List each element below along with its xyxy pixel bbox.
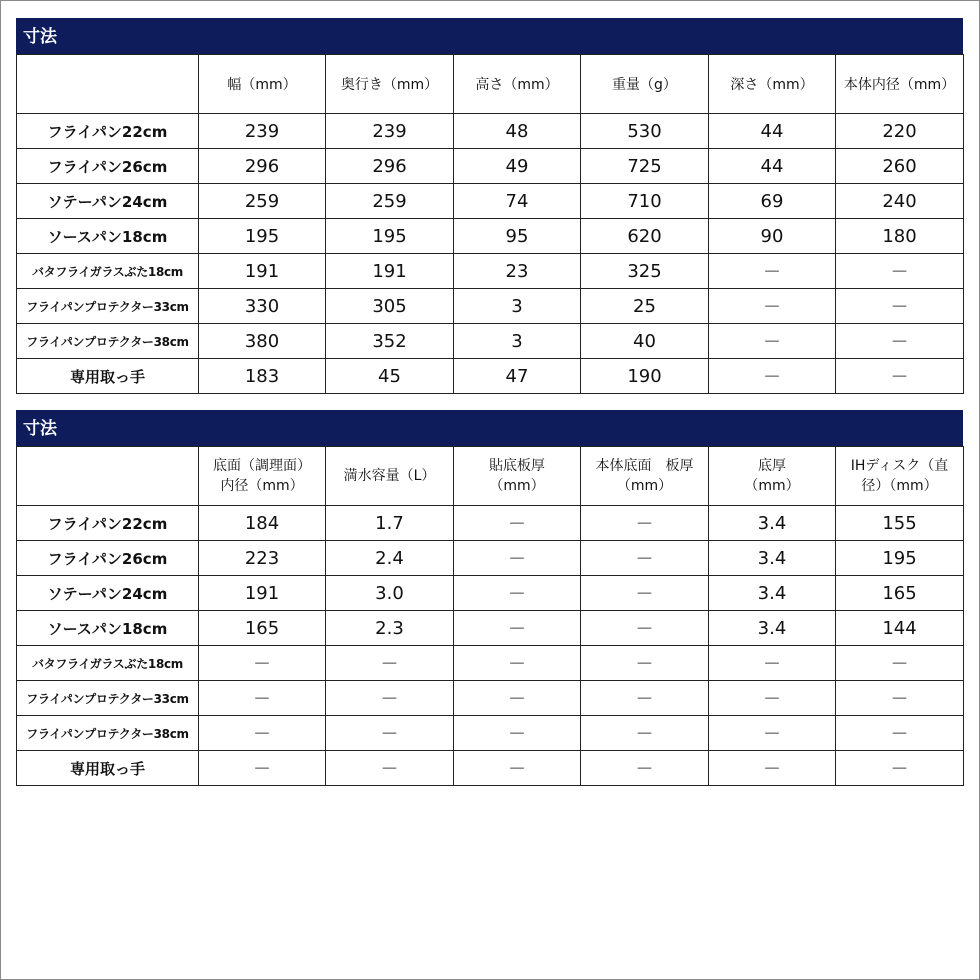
table-row: [17, 576, 964, 611]
table-cell: 220: [836, 114, 964, 149]
table-cell: 165: [199, 611, 326, 646]
table-cell: 260: [836, 149, 964, 184]
row-label: バタフライガラスぶた18cm: [17, 646, 199, 681]
table-cell: －: [836, 289, 964, 324]
table-cell: 325: [581, 254, 709, 289]
table-cell: 3: [454, 324, 581, 359]
table-cell: －: [326, 751, 454, 786]
table-cell: －: [709, 289, 836, 324]
column-header: 本体内径（mm）: [836, 55, 964, 114]
table-cell: 3.4: [709, 541, 836, 576]
table-cell: 44: [709, 149, 836, 184]
table-row: [17, 646, 964, 681]
row-label: フライパン22cm: [17, 114, 199, 149]
table-cell: 223: [199, 541, 326, 576]
table-cell: －: [581, 751, 709, 786]
spec-table: [16, 54, 964, 394]
table-cell: －: [709, 324, 836, 359]
table-cell: －: [581, 541, 709, 576]
table-row: [17, 506, 964, 541]
table-cell: 190: [581, 359, 709, 394]
table-cell: 3.4: [709, 506, 836, 541]
table-row: [17, 219, 964, 254]
table-cell: 240: [836, 184, 964, 219]
table-row: [17, 114, 964, 149]
row-label: 専用取っ手: [17, 751, 199, 786]
row-label: 専用取っ手: [17, 359, 199, 394]
table-cell: －: [454, 576, 581, 611]
table-cell: 1.7: [326, 506, 454, 541]
table-row: [17, 681, 964, 716]
table-cell: 180: [836, 219, 964, 254]
table-row: [17, 254, 964, 289]
row-label: フライパンプロテクター38cm: [17, 324, 199, 359]
table-cell: －: [836, 751, 964, 786]
table-cell: －: [326, 716, 454, 751]
table-cell: －: [709, 716, 836, 751]
column-header: IHディスク（直 径）（mm）: [836, 447, 964, 506]
table-cell: －: [709, 254, 836, 289]
table-cell: 48: [454, 114, 581, 149]
table-cell: 195: [836, 541, 964, 576]
header-row: [17, 447, 964, 506]
row-label: フライパン26cm: [17, 541, 199, 576]
table-title: 寸法: [16, 410, 963, 446]
table-cell: －: [581, 716, 709, 751]
table-cell: －: [581, 576, 709, 611]
table-cell: 165: [836, 576, 964, 611]
table-cell: 144: [836, 611, 964, 646]
table-row: [17, 184, 964, 219]
table-title: 寸法: [16, 18, 963, 54]
table-cell: －: [199, 751, 326, 786]
row-label: ソテーパン24cm: [17, 576, 199, 611]
table-cell: 25: [581, 289, 709, 324]
column-header: 貼底板厚 （mm）: [454, 447, 581, 506]
table-cell: 40: [581, 324, 709, 359]
row-label: バタフライガラスぶた18cm: [17, 254, 199, 289]
table-cell: 69: [709, 184, 836, 219]
table-cell: －: [199, 646, 326, 681]
table-cell: 47: [454, 359, 581, 394]
column-header: 高さ（mm）: [454, 55, 581, 114]
spec-table: [16, 446, 964, 786]
row-label: フライパン22cm: [17, 506, 199, 541]
table-row: [17, 751, 964, 786]
table-cell: 95: [454, 219, 581, 254]
table-cell: 3.4: [709, 611, 836, 646]
table-cell: 23: [454, 254, 581, 289]
table-cell: 2.3: [326, 611, 454, 646]
header-corner-cell: [17, 55, 199, 114]
table-cell: －: [581, 611, 709, 646]
table-cell: －: [709, 681, 836, 716]
table-cell: 2.4: [326, 541, 454, 576]
table-cell: 191: [326, 254, 454, 289]
table-cell: 710: [581, 184, 709, 219]
column-header: 重量（g）: [581, 55, 709, 114]
table-row: [17, 324, 964, 359]
table-cell: 259: [326, 184, 454, 219]
column-header: 底面（調理面） 内径（mm）: [199, 447, 326, 506]
table-cell: －: [454, 716, 581, 751]
table-cell: 296: [326, 149, 454, 184]
table-cell: －: [326, 681, 454, 716]
table-cell: －: [454, 611, 581, 646]
table-cell: －: [454, 541, 581, 576]
table-cell: －: [581, 506, 709, 541]
row-label: フライパンプロテクター38cm: [17, 716, 199, 751]
table-cell: －: [836, 359, 964, 394]
table-cell: 191: [199, 576, 326, 611]
row-label: フライパンプロテクター33cm: [17, 681, 199, 716]
table-cell: －: [581, 646, 709, 681]
table-cell: 184: [199, 506, 326, 541]
table-cell: 352: [326, 324, 454, 359]
table-cell: 259: [199, 184, 326, 219]
column-header: 幅（mm）: [199, 55, 326, 114]
row-label: フライパンプロテクター33cm: [17, 289, 199, 324]
table-cell: －: [454, 506, 581, 541]
table-cell: 330: [199, 289, 326, 324]
table-cell: －: [709, 646, 836, 681]
table-row: [17, 359, 964, 394]
column-header: 底厚 （mm）: [709, 447, 836, 506]
table-cell: 45: [326, 359, 454, 394]
table-cell: 3.0: [326, 576, 454, 611]
table-cell: 74: [454, 184, 581, 219]
table-row: [17, 149, 964, 184]
table-cell: 49: [454, 149, 581, 184]
header-corner-cell: [17, 447, 199, 506]
column-header: 奥行き（mm）: [326, 55, 454, 114]
column-header: 深さ（mm）: [709, 55, 836, 114]
table-cell: 296: [199, 149, 326, 184]
table-cell: 305: [326, 289, 454, 324]
table-cell: 44: [709, 114, 836, 149]
table-cell: 530: [581, 114, 709, 149]
table-cell: 155: [836, 506, 964, 541]
row-label: ソースパン18cm: [17, 611, 199, 646]
table-cell: －: [454, 646, 581, 681]
table-cell: 3: [454, 289, 581, 324]
table-cell: －: [836, 681, 964, 716]
table-cell: 3.4: [709, 576, 836, 611]
table-cell: 183: [199, 359, 326, 394]
table-cell: －: [326, 646, 454, 681]
table-row: [17, 289, 964, 324]
table-cell: 725: [581, 149, 709, 184]
table-cell: －: [709, 359, 836, 394]
table-cell: －: [836, 324, 964, 359]
table-cell: －: [581, 681, 709, 716]
table-cell: 239: [326, 114, 454, 149]
table-cell: －: [454, 681, 581, 716]
table-cell: 620: [581, 219, 709, 254]
column-header: 本体底面 板厚 （mm）: [581, 447, 709, 506]
dimensions-table-1: [16, 18, 963, 394]
header-row: [17, 55, 964, 114]
table-row: [17, 541, 964, 576]
table-cell: －: [836, 254, 964, 289]
table-cell: －: [836, 646, 964, 681]
column-header: 満水容量（L）: [326, 447, 454, 506]
table-row: [17, 716, 964, 751]
row-label: ソテーパン24cm: [17, 184, 199, 219]
row-label: ソースパン18cm: [17, 219, 199, 254]
table-cell: 239: [199, 114, 326, 149]
dimensions-table-2: [16, 410, 963, 786]
table-cell: 90: [709, 219, 836, 254]
table-cell: －: [836, 716, 964, 751]
table-cell: －: [454, 751, 581, 786]
table-cell: 191: [199, 254, 326, 289]
table-cell: 195: [326, 219, 454, 254]
row-label: フライパン26cm: [17, 149, 199, 184]
table-cell: 195: [199, 219, 326, 254]
table-row: [17, 611, 964, 646]
table-cell: 380: [199, 324, 326, 359]
table-cell: －: [199, 681, 326, 716]
table-cell: －: [709, 751, 836, 786]
table-cell: －: [199, 716, 326, 751]
